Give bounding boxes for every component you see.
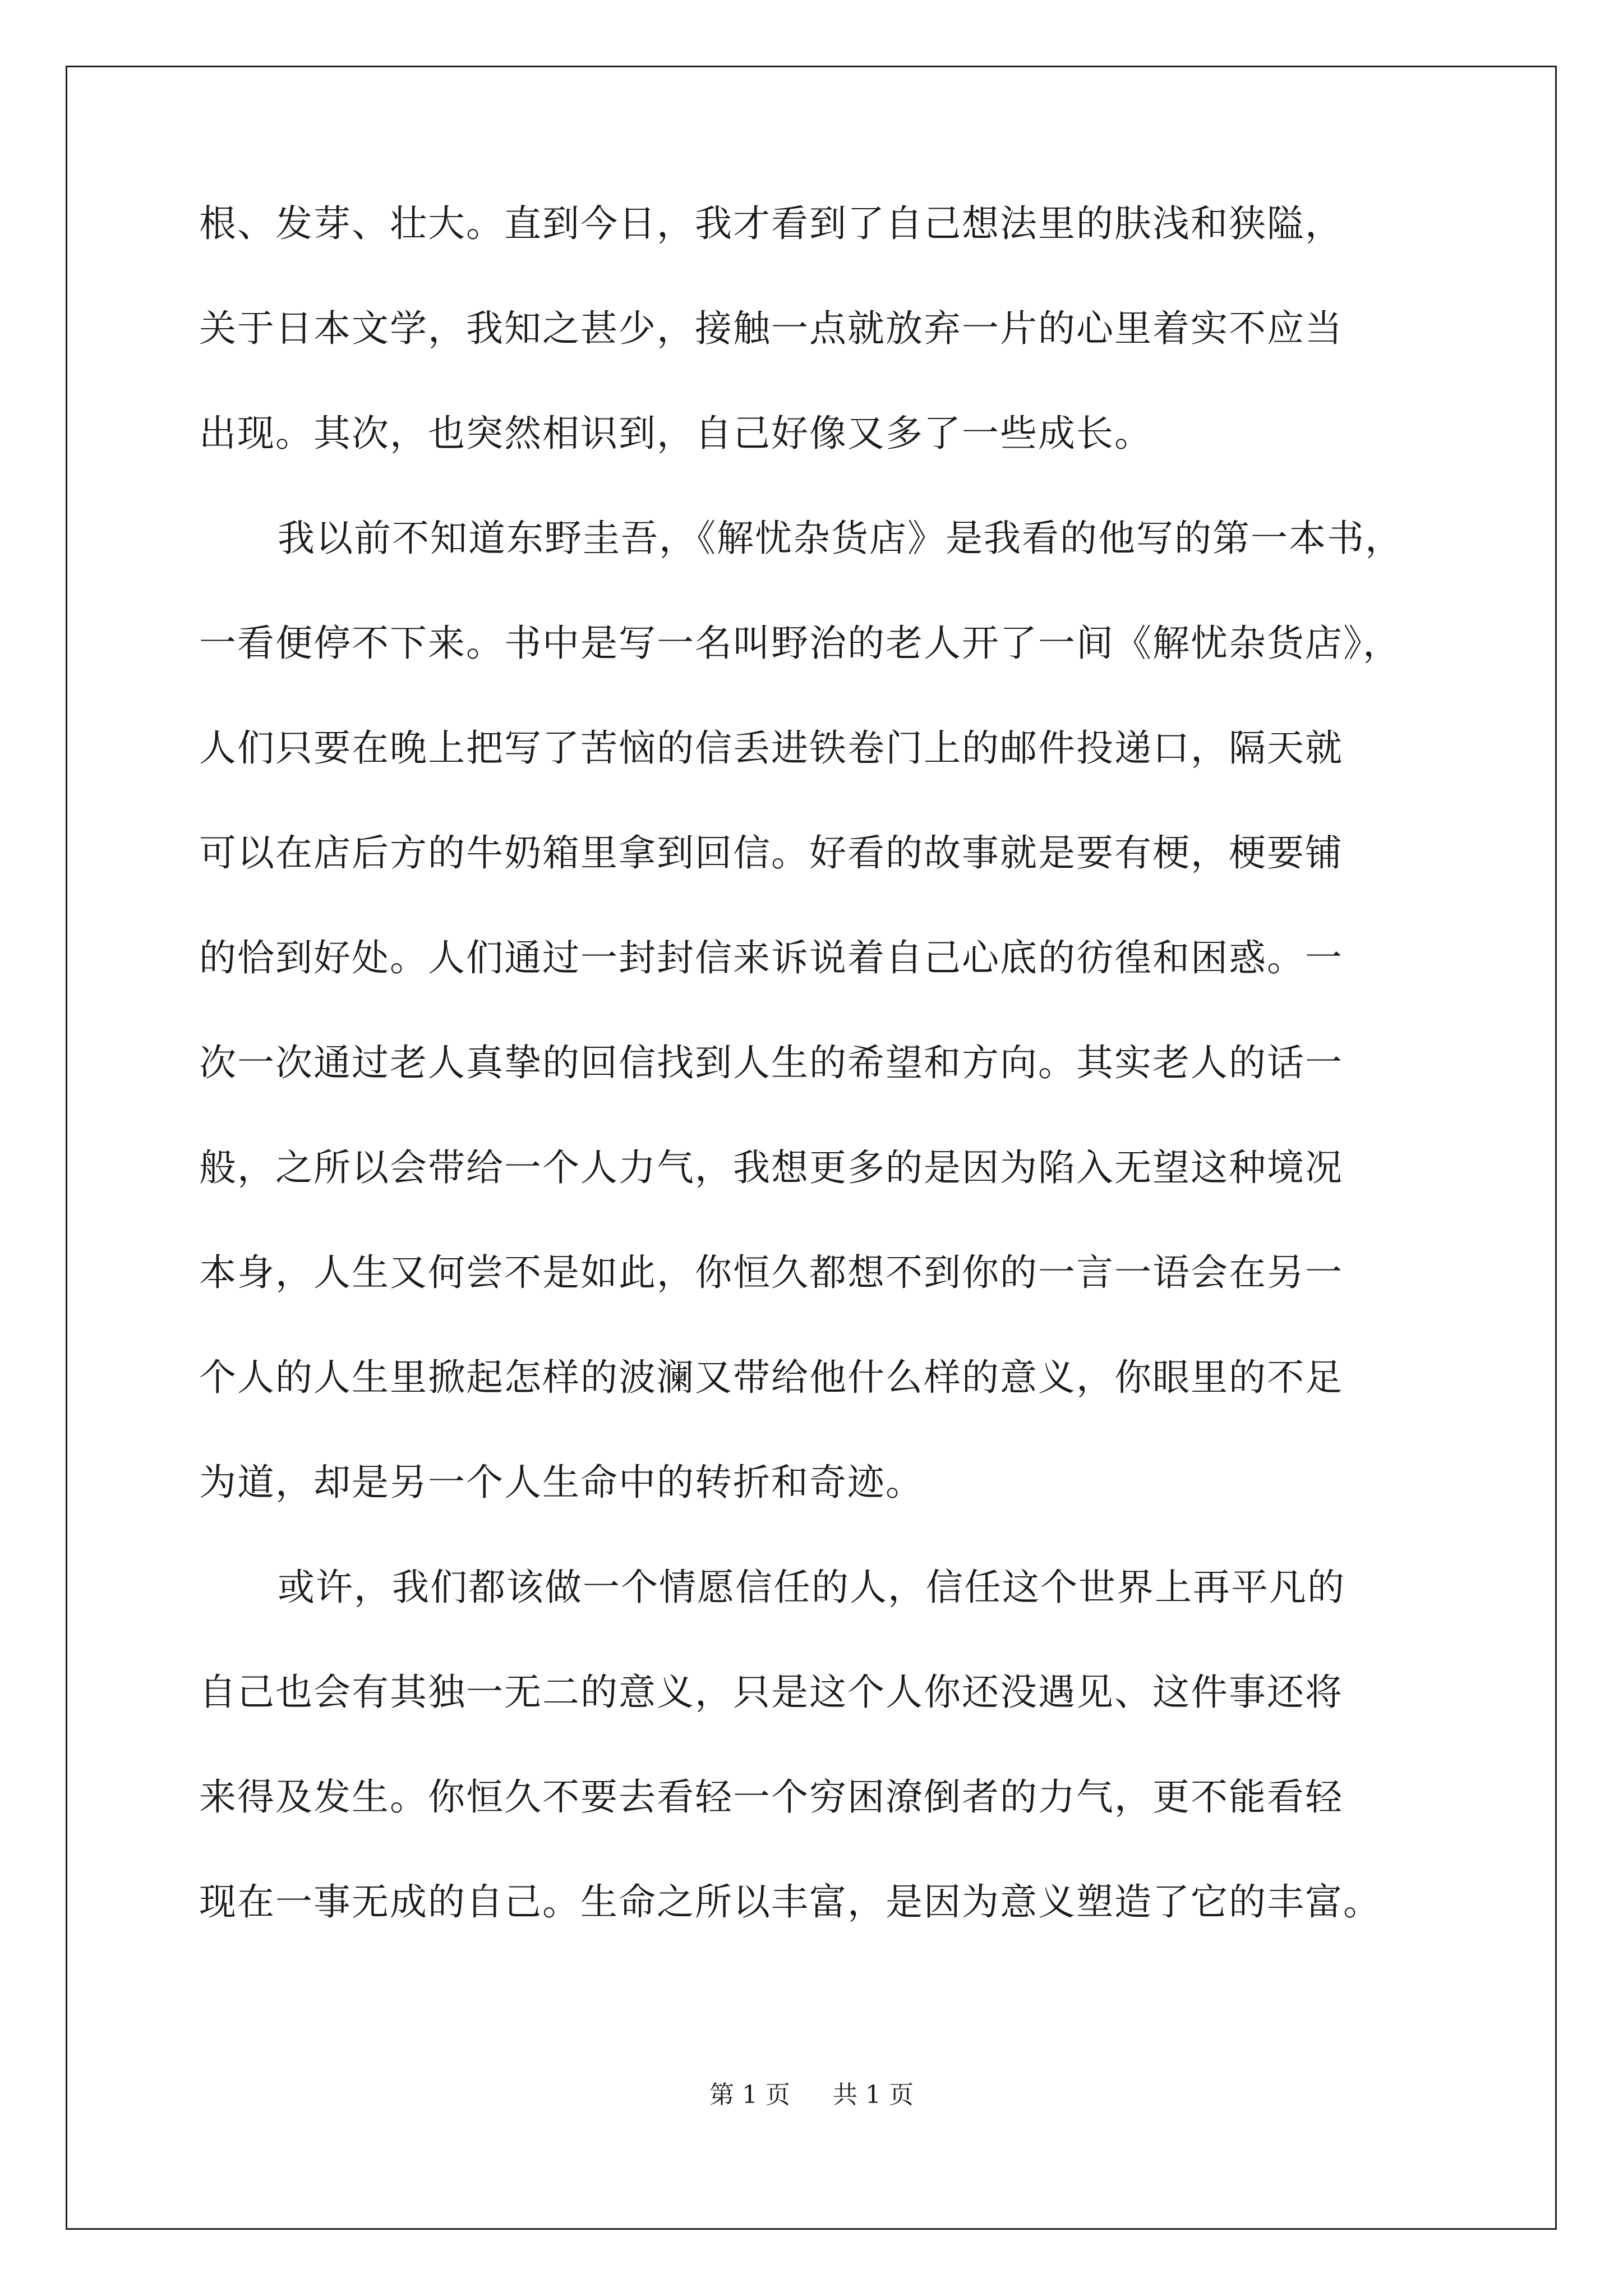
text-line: 出现。其次，也突然相识到，自己好像又多了一些成长。 [199, 412, 1152, 455]
text-line: 人们只要在晚上把写了苦恼的信丢进铁卷门上的邮件投递口，隔天就 [199, 726, 1343, 770]
page-total: 共 1 页 [833, 2081, 914, 2109]
text-line: 为道，却是另一个人生命中的转折和奇迹。 [199, 1461, 924, 1504]
text-line: 关于日本文学，我知之甚少，接触一点就放弃一片的心里着实不应当 [199, 307, 1343, 350]
text-line: 般，之所以会带给一个人力气，我想更多的是因为陷入无望这种境况 [199, 1146, 1343, 1189]
text-line: 自己也会有其独一无二的意义，只是这个人你还没遇见、这件事还将 [199, 1671, 1343, 1714]
page-footer [0, 2074, 1623, 2110]
text-line: 根、发芽、壮大。直到今日，我才看到了自己想法里的肤浅和狭隘， [199, 202, 1343, 245]
paragraph-start-line: 我以前不知道东野圭吾，《解忧杂货店》是我看的他写的第一本书， [278, 517, 1403, 560]
page-number: 第 1 页 [709, 2081, 790, 2109]
text-line: 个人的人生里掀起怎样的波澜又带给他什么样的意义，你眼里的不足 [199, 1356, 1343, 1399]
text-line: 次一次通过老人真挚的回信找到人生的希望和方向。其实老人的话一 [199, 1041, 1343, 1084]
text-line: 的恰到好处。人们通过一封封信来诉说着自己心底的彷徨和困惑。一 [199, 936, 1343, 979]
text-line: 现在一事无成的自己。生命之所以丰富，是因为意义塑造了它的丰富。 [199, 1880, 1381, 1924]
text-line: 本身，人生又何尝不是如此，你恒久都想不到你的一言一语会在另一 [199, 1251, 1343, 1294]
text-line: 一看便停不下来。书中是写一名叫野治的老人开了一间《解忧杂货店》， [199, 622, 1401, 665]
document-body [199, 171, 1467, 1954]
text-line: 可以在店后方的牛奶箱里拿到回信。好看的故事就是要有梗，梗要铺 [199, 831, 1343, 875]
text-line: 来得及发生。你恒久不要去看轻一个穷困潦倒者的力气，更不能看轻 [199, 1775, 1343, 1819]
paragraph-start-line: 或许，我们都该做一个情愿信任的人，信任这个世界上再平凡的 [278, 1566, 1345, 1609]
